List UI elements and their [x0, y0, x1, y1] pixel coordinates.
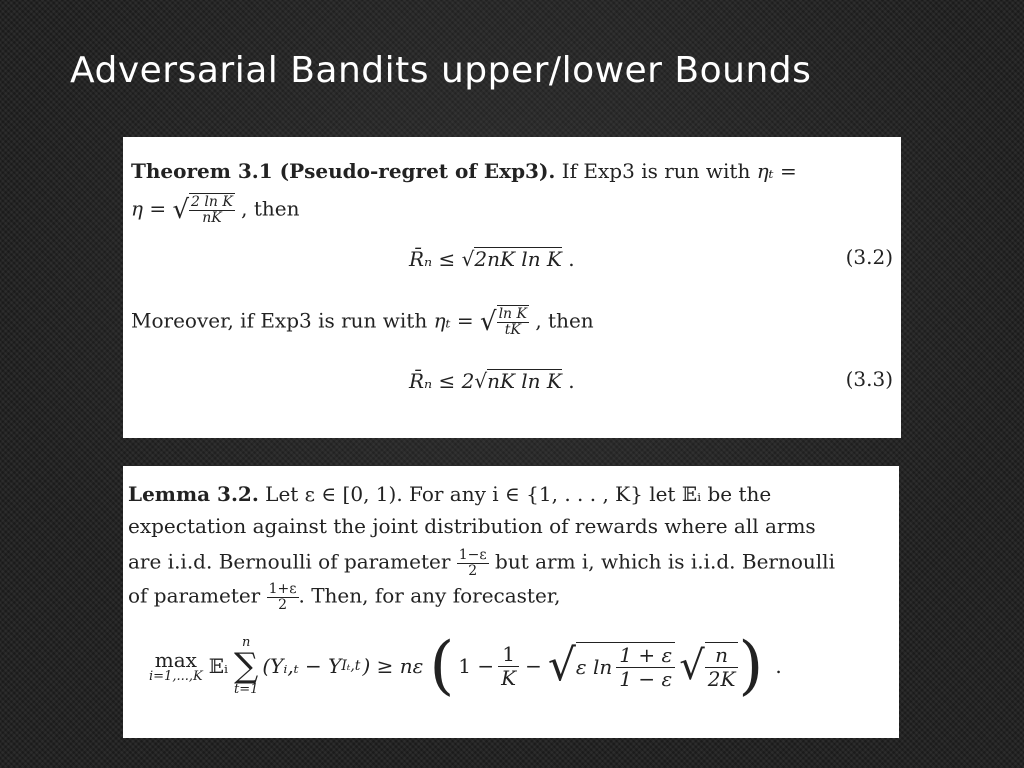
right-paren: ) — [738, 629, 764, 703]
lemma-line-4-a: of parameter — [128, 583, 261, 608]
lemma-image-panel — [123, 466, 899, 738]
one-minus: 1 − — [458, 654, 495, 678]
minus-sign: − — [525, 654, 542, 678]
frac2-denominator: tK — [497, 322, 529, 338]
outer-sqrt-symbol: √ — [547, 640, 576, 691]
lemma-line-1 — [128, 484, 771, 504]
frac1-numerator: 2 ln K — [191, 194, 233, 210]
fracN-den: 2K — [705, 667, 739, 691]
equation-number-3-2: (3.2) — [845, 245, 893, 269]
theorem-moreover-line — [131, 305, 594, 337]
lemma-line-2: expectation against the joint distribution of rewards where all arms — [128, 514, 816, 538]
lemma-heading: Lemma 3.2. — [128, 482, 259, 506]
frac3-den: 2 — [457, 563, 489, 579]
lemma-line-4 — [128, 582, 561, 612]
frac4-num: 1+ε — [268, 581, 297, 597]
eq2-dot: . — [568, 369, 575, 393]
slide-title: Adversarial Bandits upper/lower Bounds — [70, 50, 812, 91]
fracE-num: 1 + ε — [619, 642, 673, 667]
sqrt-symbol-2: √ — [479, 307, 497, 338]
lemma-line-4-b: . Then, for any forecaster, — [298, 583, 561, 608]
theorem-intro: If Exp3 is run with — [561, 159, 751, 183]
eq1-dot: . — [568, 247, 575, 271]
sum-symbol: ∑ — [234, 646, 259, 686]
frac-1-plus-eps-over-2 — [267, 582, 299, 612]
fracK-num: 1 — [502, 641, 515, 666]
max-operator — [149, 647, 203, 684]
lemma-line-3-a: are i.i.d. Bernoulli of parameter — [128, 549, 451, 574]
eq2-radicand: nK ln K — [487, 369, 562, 393]
fracN-num: n — [715, 642, 728, 667]
theorem-eta-t: ηₜ — [756, 159, 774, 183]
eq2-lhs: R̄ₙ ≤ 2√ — [409, 369, 488, 393]
sqrt-symbol: √ — [172, 195, 190, 226]
sum-operator — [234, 636, 258, 696]
lemma-line-1-text: Let ε ∈ [0, 1). For any i ∈ {1, . . . , K} let 𝔼ᵢ be the — [265, 482, 772, 506]
sum-body: (Yᵢ,ₜ − Y — [262, 654, 342, 678]
frac-lnK-over-tK — [497, 307, 529, 337]
sum-upper: n — [241, 635, 251, 650]
equation-3-2 — [409, 247, 575, 269]
theorem-line-1 — [131, 161, 797, 181]
frac-2lnK-over-nK — [189, 195, 235, 225]
fracE-den: 1 − ε — [616, 667, 675, 691]
frac-n-over-2K — [705, 644, 739, 691]
lemma-line-3 — [128, 548, 835, 578]
end-dot: . — [775, 654, 782, 678]
frac-1-over-K — [498, 643, 519, 690]
eq1-radicand: 2nK ln K — [474, 247, 562, 271]
theorem-image-panel — [123, 137, 901, 438]
left-paren: ( — [429, 629, 455, 703]
theorem-then-2: , then — [535, 308, 594, 333]
inner-sqrt-body — [705, 642, 739, 691]
expectation-symbol: 𝔼ᵢ — [208, 654, 228, 678]
frac-1pe-over-1me — [616, 644, 675, 691]
theorem-eq-sign-2: = — [149, 196, 167, 221]
moreover-text: Moreover, if Exp3 is run with — [131, 308, 428, 333]
eq1-lhs: R̄ₙ ≤ √ — [409, 247, 475, 271]
theorem-then: , then — [241, 196, 300, 221]
fracK-den: K — [498, 666, 519, 690]
inner-sqrt-symbol: √ — [679, 643, 705, 689]
frac-1-minus-eps-over-2 — [457, 548, 489, 578]
theorem-equals: = — [779, 159, 797, 183]
lemma-line-3-b: but arm i, which is i.i.d. Bernoulli — [495, 549, 835, 574]
equation-3-3 — [409, 369, 575, 391]
theorem-eta: η — [131, 196, 143, 221]
eta-t-equals: ηₜ = — [433, 308, 474, 333]
frac2-numerator: ln K — [498, 306, 527, 322]
theorem-line-2 — [131, 193, 300, 225]
lemma-inequality — [149, 626, 782, 706]
max-label: max — [154, 647, 197, 672]
max-subscript: i=1,...,K — [149, 668, 203, 684]
eps-ln: ε ln — [575, 655, 613, 679]
sum-body-subscript: Iₜ,t — [341, 658, 361, 674]
sum-body-end: ) ≥ nε — [362, 654, 424, 678]
theorem-heading: Theorem 3.1 (Pseudo-regret of Exp3). — [131, 159, 556, 183]
frac3-num: 1−ε — [458, 547, 487, 563]
equation-number-3-3: (3.3) — [845, 367, 893, 391]
frac1-denominator: nK — [189, 210, 235, 226]
frac4-den: 2 — [267, 597, 299, 613]
sum-lower: t=1 — [233, 682, 259, 697]
outer-sqrt-body — [576, 642, 675, 691]
